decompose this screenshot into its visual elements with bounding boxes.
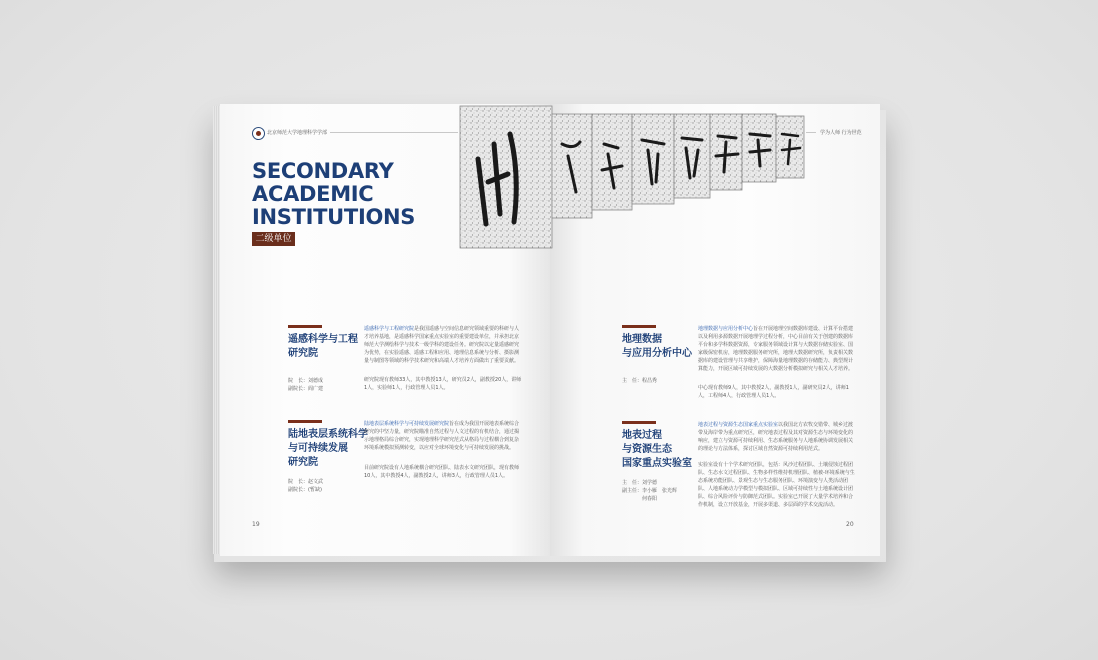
section-rule-1 [288, 325, 322, 328]
title-line-3: INSTITUTIONS [252, 205, 416, 229]
university-logo-icon [252, 127, 265, 140]
section-rule-4 [622, 421, 656, 424]
page-title [252, 160, 415, 229]
section-paragraph-3a: 地理数据与应用分析中心旨在开展地理空间数据库建设、计算平台搭建以及利用多源数据开展地理学过程分析，中心目前有关于创建的数据库平台和多学科数据资源，专家服务领域设计算与大数据存储实验室、国家级保密机房，地理数据服务研究所，地理大数据研究所，负责相关数据库的建设管理与共享维护，保障海量地理数据的存储能力、典型规计算能力，开展区域可持续发展的大数据分析模拟研究与相关人才培养。 [698, 326, 854, 372]
section-staff-2: 院 长：赵文武 副院长：(暂缺) [288, 479, 324, 493]
section-rule-3 [622, 325, 656, 328]
section-tag: 二级单位 [252, 232, 295, 246]
section-paragraph-4a: 地表过程与资源生态国家重点实验室以我国北方农牧交错带、城乡过渡带及海岸带为重点研究区，研究地表过程及其对资源生态与环境变化的响应，建立与资源可持续利用、生态系统服务与人地系统协调发展相关的理论与方法体系，探讨区域自然资源可持续利用范式。 [698, 422, 854, 452]
section-paragraph-2b: 目前研究院设有人地系统耦合研究团队、陆表水文研究团队，现有教师10人，其中教授4人，副教授2人，讲师3人，行政管理人员1人。 [364, 465, 520, 479]
title-line-2: ACADEMIC [252, 182, 374, 206]
page-stack-edge [213, 106, 220, 554]
section-paragraph-1a: 遥感科学与工程研究院是我国遥感与空间信息研究领域重要的科研与人才培养基地，是遥感科学国家重点实验室的重要建设单位，并承担北京师范大学测绘科学与技术一级学科的建设任务。研究院以定量遥感研究为优势，在实验遥感、遥感工程和应用、地理信息系统与分析、摄影测量与制图等领域的科学技术研究和高端人才培养方面做出了重要贡献。 [364, 326, 520, 364]
section-staff-1: 院 长：刘德成 副院长：阎广建 [288, 378, 324, 392]
section-title-2: 陆地表层系统科学 与可持续发展 研究院 [288, 429, 368, 468]
calligraphy-artwork [458, 104, 806, 252]
header-rule-left [330, 132, 458, 133]
header-right-text: 学为人师 行为世范 [820, 130, 862, 136]
section-paragraph-3b: 中心现有教师9人，其中教授2人，副教授1人，副研究员2人，讲师1人，工程师4人，行政管理人员1人。 [698, 385, 849, 399]
section-paragraph-1b: 研究院现有教师33人，其中教授13人，研究员2人，副教授20人，讲师1人，实验师1人，行政管理人员1人。 [364, 377, 522, 391]
section-title-1: 遥感科学与工程 研究院 [288, 334, 358, 359]
title-line-1: SECONDARY [252, 159, 394, 183]
header-left-text: 北京师范大学地理科学学部 [267, 130, 328, 136]
page-number-left: 19 [252, 521, 260, 528]
section-staff-4: 主 任：刘学德 副主任：李小雁 张光辉 何春阳 [622, 480, 678, 502]
header-rule-right [806, 132, 816, 133]
section-title-3: 地理数据 与应用分析中心 [622, 334, 692, 359]
section-title-4: 地表过程 与资源生态 国家重点实验室 [622, 430, 692, 469]
page-number-right: 20 [846, 521, 854, 528]
section-rule-2 [288, 420, 322, 423]
section-paragraph-4b: 实验室设有十个学术研究团队，包括：风沙过程团队、土壤侵蚀过程团队、生态水文过程团队、生物多样性维持机理团队、植被-环境系统与生态系统功能团队、景观生态与生态服务团队、环境演变与人类活动团队、人地系统动力学模型与模拟团队、区域可持续性与土地系统设计团队、综合风险评价与防御范式团队。实验室已开展了大量学术培养和合作机制，设立开放基金，开展多渠道、多层面的学术交流活动。 [698, 462, 855, 508]
section-staff-3: 主 任：程昌秀 [622, 378, 658, 384]
section-paragraph-2a: 陆地表层系统科学与可持续发展研究院旨在成为我国开展地表系统综合研究的中坚力量，研究院瞄准自然过程与人文过程的有机结合，通过揭示地理格局综合研究，实现地理科学研究范式从格局与过程耦合到复杂环境系统模拟预测转变，以应对全球环境变化与可持续发展的挑战。 [364, 421, 520, 451]
